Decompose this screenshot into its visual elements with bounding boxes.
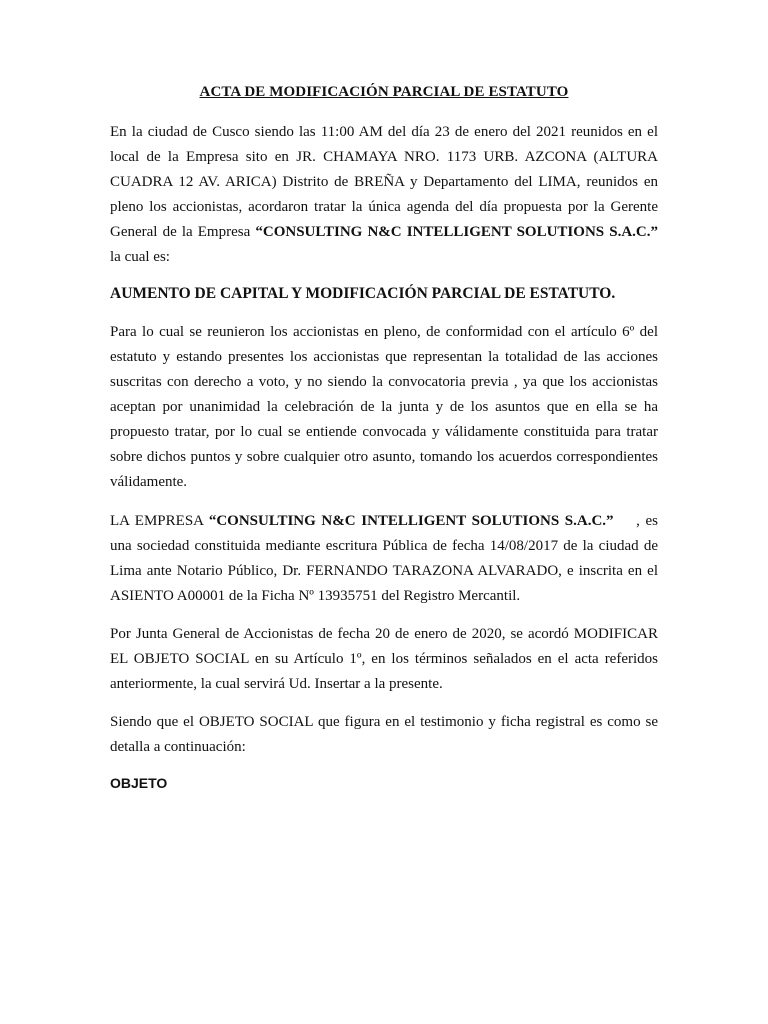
company-name: “CONSULTING N&C INTELLIGENT SOLUTIONS S.A.C.” <box>255 224 658 240</box>
paragraph-text: , es una sociedad constituida mediante escritura Pública de fecha 14/08/2017 de la ciudad de Lima ante Notario Público, Dr. FERNANDO TARAZONA ALVARADO, e inscrita en el ASIENTO A00001 de la Ficha Nº 13935751 del Registro Mercantil. <box>110 513 662 604</box>
paragraph-text: En la ciudad de Cusco siendo las 11:00 AM del día 23 de enero del 2021 reunidos en el local de la Empresa sito en JR. CHAMAYA NRO. 1173 URB. AZCONA (ALTURA CUADRA 12 AV. ARICA) Distrito de BREÑA y Departamento del LIMA, reunidos en pleno los accionistas, acordaron tratar la única agenda del día propuesta por la Gerente General de la Empresa <box>110 124 658 240</box>
paragraph-meeting-intro <box>110 120 658 270</box>
paragraph-quorum: Para lo cual se reunieron los accionistas en pleno, de conformidad con el artículo 6º del estatuto y estando presentes los accionistas que representan la totalidad de las acciones suscritas con derecho a voto, y no siendo la convocatoria previa , ya que los accionistas aceptan por unanimidad la celebración de la junta y de los asuntos que en ella se ha propuesto tratar, por lo cual se entiende convocada y válidamente constituida para tratar sobre dichos puntos y sobre cualquier otro asunto, tomando los acuerdos correspondientes válidamente. <box>110 324 658 490</box>
objeto-label: OBJETO <box>110 775 168 791</box>
company-name: “CONSULTING N&C INTELLIGENT SOLUTIONS S.A.C.” <box>208 513 614 529</box>
paragraph-text: LA EMPRESA <box>110 513 209 529</box>
agenda-heading: AUMENTO DE CAPITAL Y MODIFICACIÓN PARCIAL DE ESTATUTO. <box>110 285 616 302</box>
document-title: ACTA DE MODIFICACIÓN PARCIAL DE ESTATUTO <box>199 84 569 100</box>
paragraph-company-info <box>110 509 662 609</box>
paragraph-text: la cual es: <box>110 249 170 265</box>
paragraph-objeto-intro: Siendo que el OBJETO SOCIAL que figura en el testimonio y ficha registral es como se detalla a continuación: <box>110 714 658 755</box>
paragraph-prior-agreement: Por Junta General de Accionistas de fecha 20 de enero de 2020, se acordó MODIFICAR EL OBJETO SOCIAL en su Artículo 1º, en los términos señalados en el acta referidos anteriormente, la cual servirá Ud. Insertar a la presente. <box>110 626 658 692</box>
